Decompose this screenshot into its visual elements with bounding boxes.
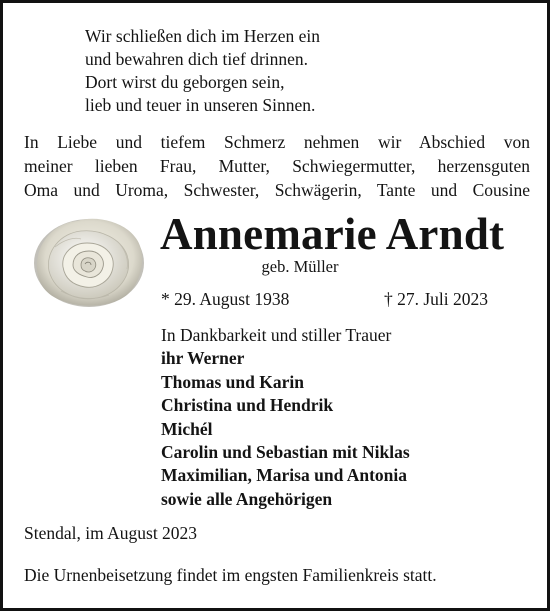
poem-line: Wir schließen dich im Herzen ein bbox=[85, 26, 320, 46]
mourner-name: Maximilian, Marisa und Antonia bbox=[161, 465, 408, 486]
birth-name: geb. Müller bbox=[261, 257, 339, 276]
mourner-name: Michél bbox=[161, 418, 213, 439]
burial-note: Die Urnenbeisetzung findet im engsten Familienkreis statt. bbox=[24, 565, 437, 585]
poem-line: lieb und teuer in unseren Sinnen. bbox=[85, 95, 316, 115]
mourners-lead: In Dankbarkeit und stiller Trauer bbox=[161, 325, 392, 345]
deceased-name: Annemarie Arndt bbox=[160, 209, 505, 259]
farewell-line: Oma und Uroma, Schwester, Schwägerin, Tante und Cousine bbox=[24, 180, 530, 200]
mourner-name: sowie alle Angehörigen bbox=[161, 488, 333, 509]
farewell-line: In Liebe und tiefem Schmerz nehmen wir Abschied von bbox=[24, 132, 530, 152]
mourner-name: Christina und Hendrik bbox=[161, 395, 334, 416]
mourner-name: ihr Werner bbox=[161, 348, 245, 369]
white-rose-image bbox=[31, 211, 147, 311]
mourners-list bbox=[161, 324, 521, 511]
place-date: Stendal, im August 2023 bbox=[24, 523, 198, 543]
mourner-name: Thomas und Karin bbox=[161, 371, 304, 392]
farewell-line: meiner lieben Frau, Mutter, Schwiegermutter, herzensguten bbox=[24, 156, 530, 176]
farewell-text bbox=[24, 130, 530, 202]
memorial-poem bbox=[85, 25, 405, 117]
death-date: † 27. Juli 2023 bbox=[384, 289, 489, 309]
poem-line: Dort wirst du geborgen sein, bbox=[85, 72, 285, 92]
mourner-name: Carolin und Sebastian mit Niklas bbox=[161, 442, 410, 463]
poem-line: und bewahren dich tief drinnen. bbox=[85, 49, 309, 69]
birth-date: * 29. August 1938 bbox=[161, 289, 290, 309]
